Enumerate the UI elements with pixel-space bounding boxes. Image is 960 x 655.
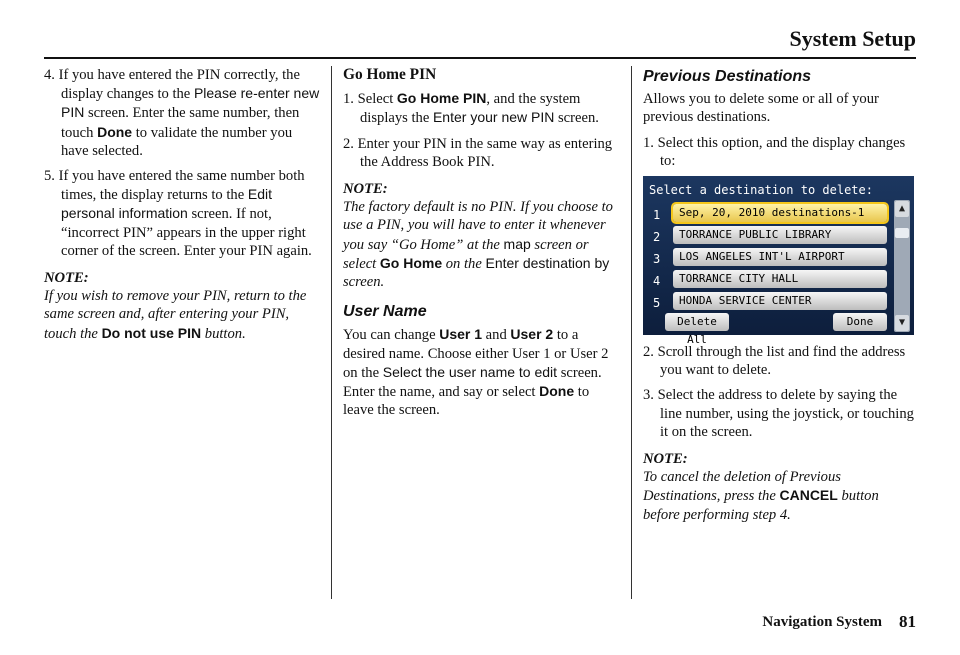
note-label: NOTE: [343, 181, 388, 198]
keyword-go-home-pin: Go Home PIN [396, 90, 487, 107]
step-1: 1. Select this option, and the display changes to: [643, 134, 906, 169]
scroll-thumb[interactable] [895, 228, 909, 238]
keyword-edit-personal-info: Edit personal information [61, 186, 272, 222]
keyword-user-2: User 2 [510, 326, 554, 343]
step-2: 2. Scroll through the list and find the address you want to delete. [643, 344, 906, 379]
delete-all-button[interactable]: Delete All [665, 313, 729, 331]
step-2: 2. Enter your PIN in the same way as entering the Address Book PIN. [343, 135, 613, 170]
step-3: 3. Select the address to delete by saying the line number, using the joystick, or touching it on the screen. [643, 387, 914, 440]
keyword-enter-new-pin: Enter your new PIN [432, 109, 555, 126]
step-4: 4. If you have entered the PIN correctly, the display changes to the Please re-enter new PIN screen. Enter the same number, then touch Done to validate the number you have selected. [44, 67, 320, 159]
destination-row[interactable]: HONDA SERVICE CENTER [673, 292, 887, 310]
intro-text: Allows you to delete some or all of your previous destinations. [643, 91, 879, 126]
scroll-up-icon[interactable]: ▲ [895, 201, 909, 217]
scrollbar[interactable] [894, 200, 910, 332]
note-text: If you wish to remove your PIN, return to the same screen and, after entering your PIN, touch the Do not use PIN button. [44, 288, 307, 342]
section-heading-user-name: User Name [343, 303, 427, 321]
row-number: 3 [653, 252, 661, 267]
done-button[interactable]: Done [833, 313, 887, 331]
scroll-down-icon[interactable]: ▼ [895, 315, 909, 331]
keyword-select-user-name: Select the user name to edit [382, 363, 558, 380]
section-heading-previous-destinations: Previous Destinations [643, 68, 812, 85]
keyword-enter-destination-by: Enter destination by [485, 254, 610, 271]
keyword-do-not-use-pin: Do not use PIN [101, 324, 202, 341]
destination-row[interactable]: TORRANCE PUBLIC LIBRARY [673, 226, 887, 244]
screen-title: Select a destination to delete: [649, 183, 873, 198]
footer-label: Navigation System [762, 614, 882, 630]
row-number: 1 [653, 208, 661, 223]
note-label: NOTE: [44, 270, 89, 287]
keyword-cancel: CANCEL [779, 487, 838, 504]
column-divider-1 [331, 66, 332, 599]
column-1 [44, 66, 322, 343]
keyword-go-home: Go Home [379, 254, 443, 271]
destination-row[interactable]: TORRANCE CITY HALL [673, 270, 887, 288]
note-text: The factory default is no PIN. If you choose to use a PIN, you will have to enter it whenever you say “Go Home” at the map screen or select Go Home on the Enter destination by screen. [343, 199, 613, 291]
keyword-map: map [503, 235, 531, 252]
note-label: NOTE: [643, 451, 688, 468]
step-1: 1. Select Go Home PIN, and the system displays the Enter your new PIN screen. [343, 90, 599, 127]
page-title: System Setup [789, 26, 916, 51]
column-divider-2 [631, 66, 632, 599]
row-number: 2 [653, 230, 661, 245]
page-number: 81 [899, 612, 916, 631]
section-heading-go-home-pin: Go Home PIN [343, 66, 437, 83]
row-number: 4 [653, 274, 661, 289]
keyword-done: Done [539, 383, 575, 400]
destination-row[interactable]: LOS ANGELES INT'L AIRPORT [673, 248, 887, 266]
step-5: 5. If you have entered the same number both times, the display returns to the Edit personal information screen. If not, “incorrect PIN” appears in the upper right corner of the screen. Enter your PIN again. [44, 168, 312, 259]
user-name-text: You can change User 1 and User 2 to a desired name. Choose either User 1 or User 2 on the Select the user name to edit screen. Enter the name, and say or select Done to leave the screen. [343, 326, 609, 419]
row-number: 5 [653, 296, 661, 311]
keyword-user-1: User 1 [439, 326, 483, 343]
keyword-done: Done [97, 123, 133, 140]
column-2 [343, 66, 619, 426]
keyword-please-reenter-pin: Please re-enter new PIN [61, 85, 320, 121]
header-rule [44, 57, 916, 59]
note-text: To cancel the deletion of Previous Destinations, press the CANCEL button before performing step 4. [643, 469, 879, 523]
column-3 [643, 66, 919, 524]
delete-destination-screen [643, 176, 914, 347]
destination-row[interactable]: Sep, 20, 2010 destinations-1 [673, 204, 887, 222]
